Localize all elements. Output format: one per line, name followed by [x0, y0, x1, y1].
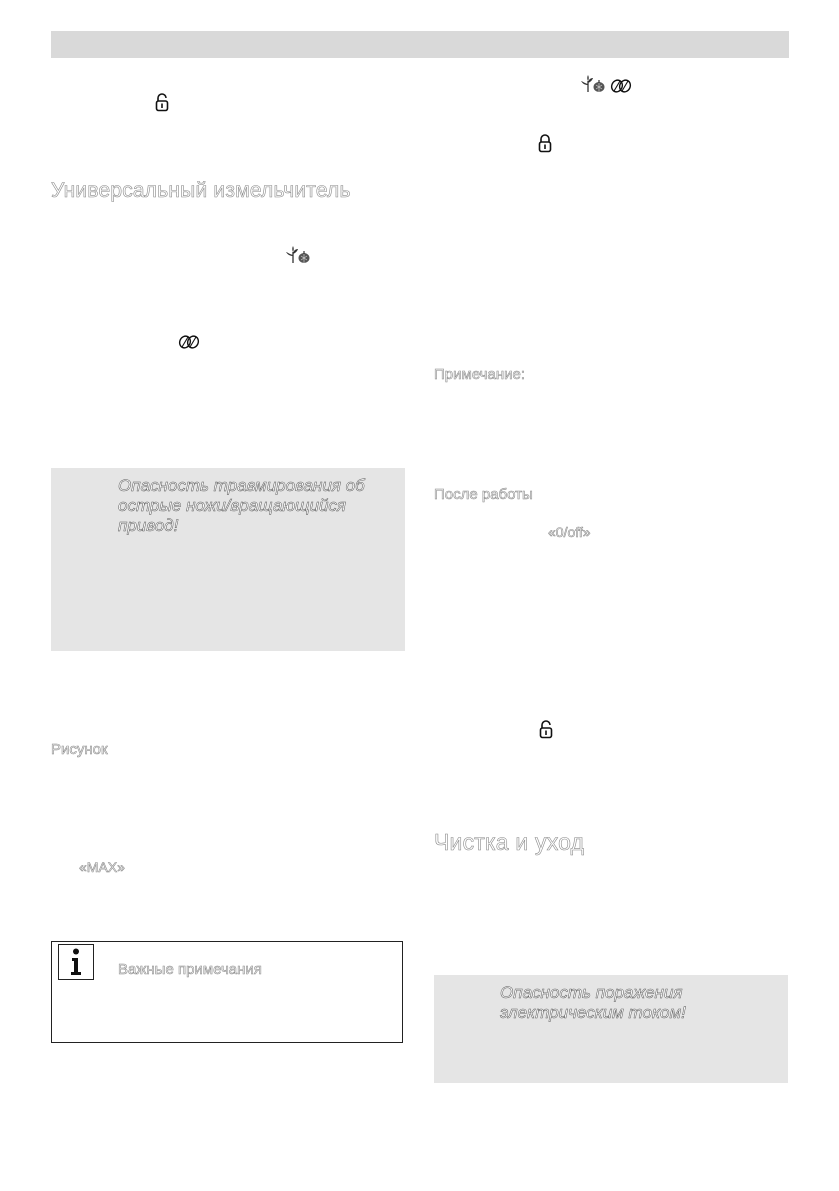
herbs-garlic-icon: [285, 246, 311, 264]
section-title-cleaning: Чистка и уход: [434, 829, 585, 855]
figure-label: Рисунок: [51, 741, 108, 758]
info-box-title: Важные примечания: [118, 961, 262, 978]
page-header-bar: [51, 31, 789, 58]
warning-title: Опасность травмирования об острые ножи/вращающийся привод!: [118, 476, 365, 535]
after-work-label: После работы: [434, 486, 533, 503]
unlock-icon: [539, 720, 553, 739]
note-label: Примечание:: [434, 366, 525, 383]
info-icon: [58, 944, 94, 980]
off-label: «0/off»: [548, 524, 591, 540]
info-box-important-notes: [51, 941, 403, 1043]
unlock-icon: [155, 93, 169, 112]
warning-box-electric-shock: [434, 975, 788, 1083]
coffee-beans-icon: [178, 335, 200, 349]
section-title-universal-chopper: Универсальный измельчитель: [51, 179, 351, 202]
warning-box-injury: [51, 468, 405, 651]
coffee-beans-icon: [610, 79, 632, 93]
lock-icon: [538, 134, 552, 153]
max-label: «MAX»: [79, 859, 125, 875]
herbs-garlic-icon: [580, 75, 606, 93]
warning-title: Опасность поражения электрическим током!: [500, 983, 686, 1022]
